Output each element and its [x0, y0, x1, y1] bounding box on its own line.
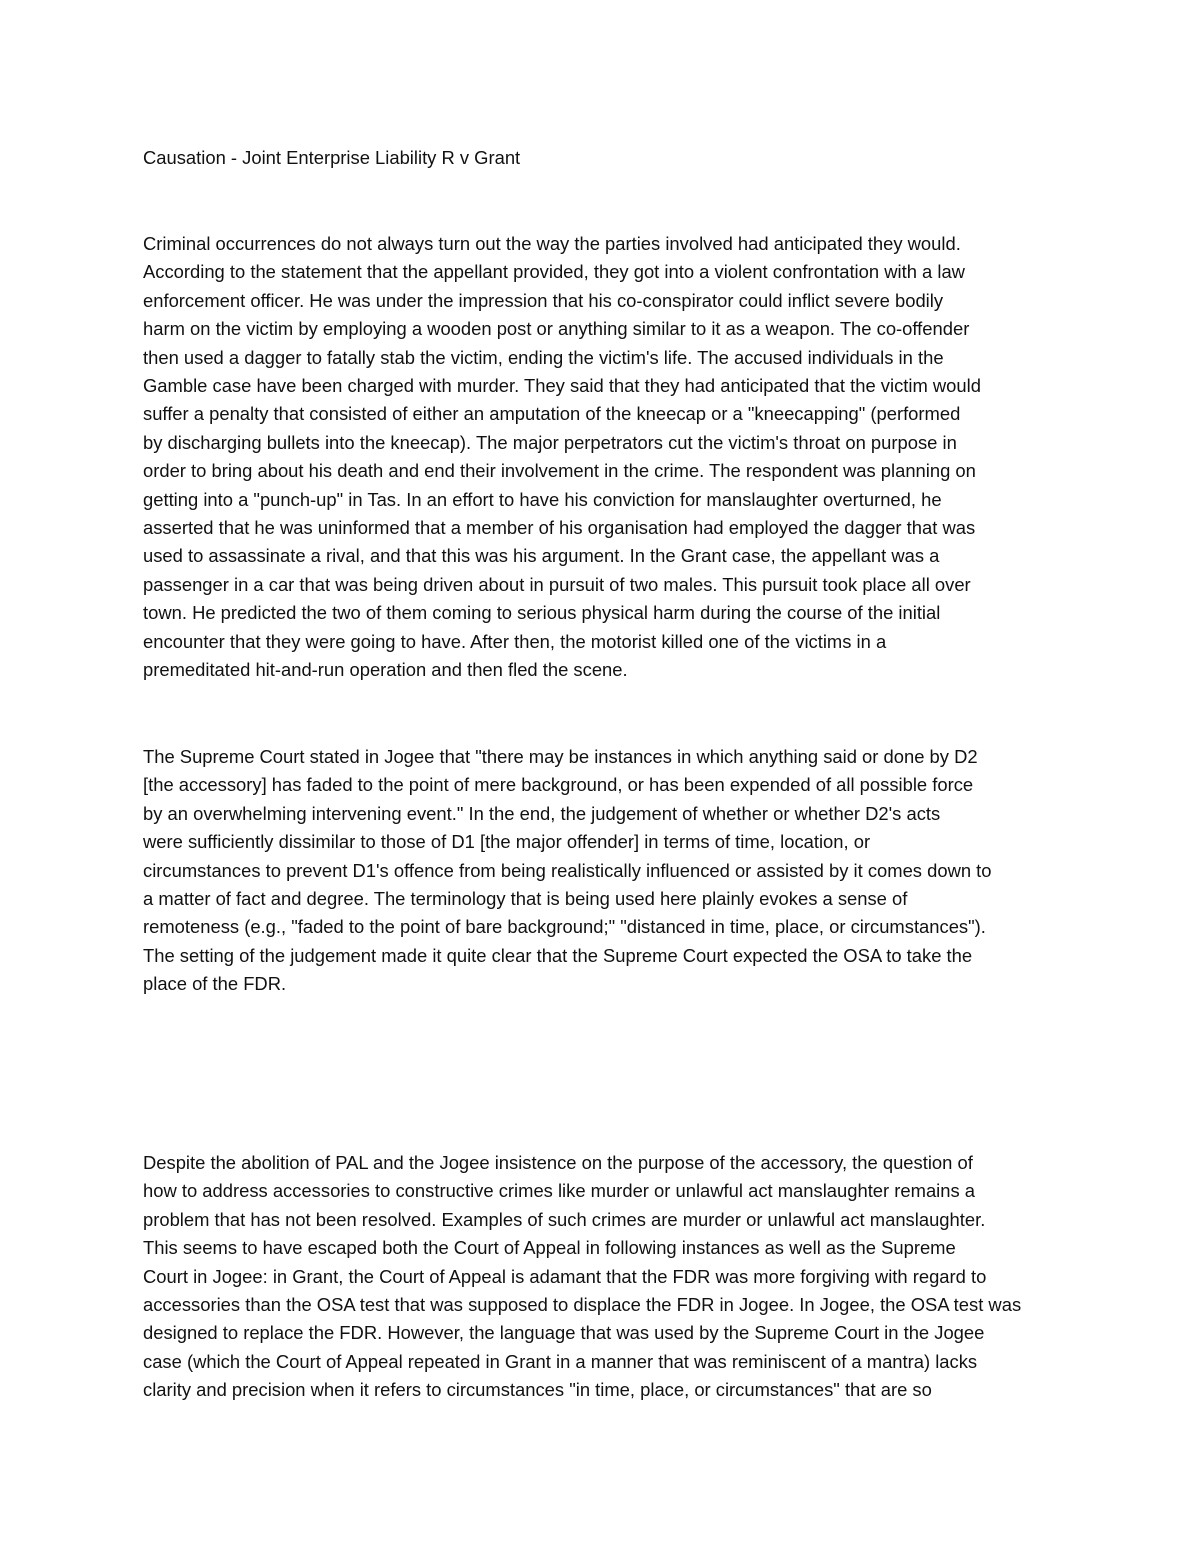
text-line: Gamble case have been charged with murder. They said that they had anticipated that the victim would [143, 375, 981, 396]
text-line: how to address accessories to constructive crimes like murder or unlawful act manslaughter remains a [143, 1180, 976, 1202]
text-line: a matter of fact and degree. The terminology that is being used here plainly evokes a sense of [143, 888, 908, 909]
text-line: by discharging bullets into the kneecap). The major perpetrators cut the victim's throat on purpose in [143, 431, 957, 453]
text-line: clarity and precision when it refers to circumstances "in time, place, or circumstances" that are so [143, 1379, 932, 1401]
text-line: premeditated hit-and-run operation and then fled the scene. [143, 659, 628, 680]
text-line: Despite the abolition of PAL and the Jogee insistence on the purpose of the accessory, the question of [143, 1152, 973, 1173]
text-line: then used a dagger to fatally stab the victim, ending the victim's life. The accused individuals in the [143, 346, 944, 368]
text-line: place of the FDR. [143, 973, 287, 995]
text-line: order to bring about his death and end their involvement in the crime. The respondent was planning on [143, 460, 976, 482]
text-line: by an overwhelming intervening event." In the end, the judgement of whether or whether D2's acts [143, 802, 941, 824]
text-line: [the accessory] has faded to the point of mere background, or has been expended of all possible force [143, 774, 974, 796]
text-line: The setting of the judgement made it quite clear that the Supreme Court expected the OSA to take the [143, 944, 973, 966]
text-line: Criminal occurrences do not always turn out the way the parties involved had anticipated they would. [143, 233, 961, 254]
text-line: used to assassinate a rival, and that this was his argument. In the Grant case, the appellant was a [143, 545, 940, 567]
text-line: Court in Jogee: in Grant, the Court of Appeal is adamant that the FDR was more forgiving with regard to [143, 1265, 987, 1287]
text-line: passenger in a car that was being driven about in pursuit of two males. This pursuit took place all over [143, 573, 971, 595]
text-line: suffer a penalty that consisted of either an amputation of the kneecap or a "kneecapping" (performed [143, 403, 961, 425]
text-line: getting into a "punch-up" in Tas. In an effort to have his conviction for manslaughter overturned, he [143, 488, 942, 510]
text-line: harm on the victim by employing a wooden post or anything similar to it as a weapon. The co-offender [143, 318, 970, 340]
text-line: case (which the Court of Appeal repeated in Grant in a manner that was reminiscent of a mantra) lacks [143, 1350, 978, 1372]
text-line: This seems to have escaped both the Court of Appeal in following instances as well as the Supreme [143, 1237, 956, 1259]
text-line: accessories than the OSA test that was supposed to displace the FDR in Jogee. In Jogee, the OSA test was [143, 1294, 1022, 1315]
text-line: According to the statement that the appellant provided, they got into a violent confrontation with a law [143, 261, 965, 283]
text-line: encounter that they were going to have. After then, the motorist killed one of the victims in a [143, 630, 887, 652]
text-line: enforcement officer. He was under the impression that his co-conspirator could inflict severe bodily [143, 289, 944, 311]
text-line: asserted that he was uninformed that a member of his organisation had employed the dagger that was [143, 517, 976, 538]
document-title: Causation - Joint Enterprise Liability R v Grant [143, 147, 521, 168]
text-line: circumstances to prevent D1's offence from being realistically influenced or assisted by it comes down to [143, 859, 992, 881]
text-line: problem that has not been resolved. Examples of such crimes are murder or unlawful act manslaughter. [143, 1208, 986, 1230]
text-line: The Supreme Court stated in Jogee that "there may be instances in which anything said or done by D2 [143, 746, 978, 767]
text-line: remoteness (e.g., "faded to the point of bare background;" "distanced in time, place, or circumstances"). [143, 916, 986, 938]
text-line: designed to replace the FDR. However, the language that was used by the Supreme Court in the Jogee [143, 1322, 985, 1344]
text-line: town. He predicted the two of them coming to serious physical harm during the course of the initial [143, 602, 941, 624]
text-line: were sufficiently dissimilar to those of D1 [the major offender] in terms of time, location, or [143, 831, 871, 853]
